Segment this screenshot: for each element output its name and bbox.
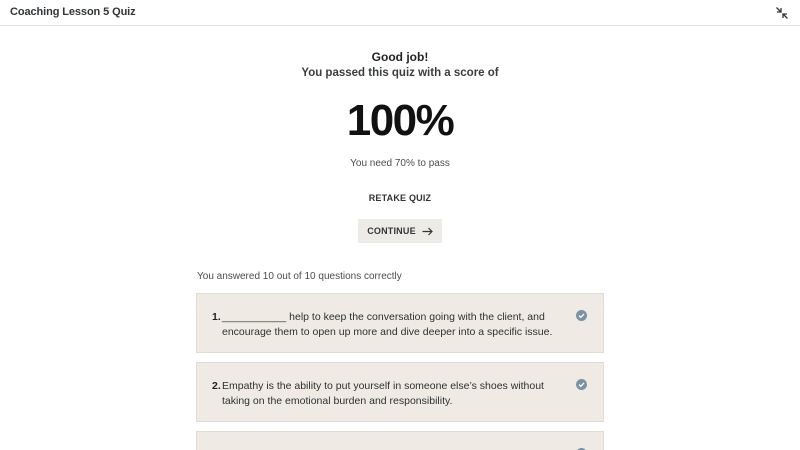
collapse-icon[interactable] (774, 5, 790, 21)
question-list (196, 293, 604, 450)
pass-requirement: You need 70% to pass (350, 158, 450, 169)
result-message: You passed this quiz with a score of (301, 67, 499, 79)
question-number: 2. (212, 380, 221, 392)
quiz-result (0, 50, 800, 243)
arrow-right-icon (422, 227, 433, 236)
question-text: ___________ help to keep the conversation going with the client, and encourage them to open up more and dive deeper into a specific issue. (222, 311, 553, 338)
quiz-header (0, 0, 800, 26)
continue-label: CONTINUE (367, 226, 416, 236)
question-card[interactable] (196, 431, 604, 450)
question-text: Empathy is the ability to put yourself in someone else’s shoes without taking on the emotional burden and responsibility. (222, 380, 544, 407)
result-heading: Good job! (371, 50, 429, 64)
score-value: 100% (346, 96, 454, 145)
continue-button[interactable] (358, 219, 442, 243)
retake-quiz-button[interactable]: RETAKE QUIZ (368, 193, 432, 203)
quiz-title: Coaching Lesson 5 Quiz (10, 6, 136, 18)
correct-check-icon (576, 310, 587, 321)
question-card[interactable] (196, 362, 604, 422)
question-card[interactable] (196, 293, 604, 353)
correct-check-icon (576, 379, 587, 390)
answers-summary: You answered 10 out of 10 questions correctly (197, 271, 402, 282)
question-number: 1. (212, 311, 221, 323)
